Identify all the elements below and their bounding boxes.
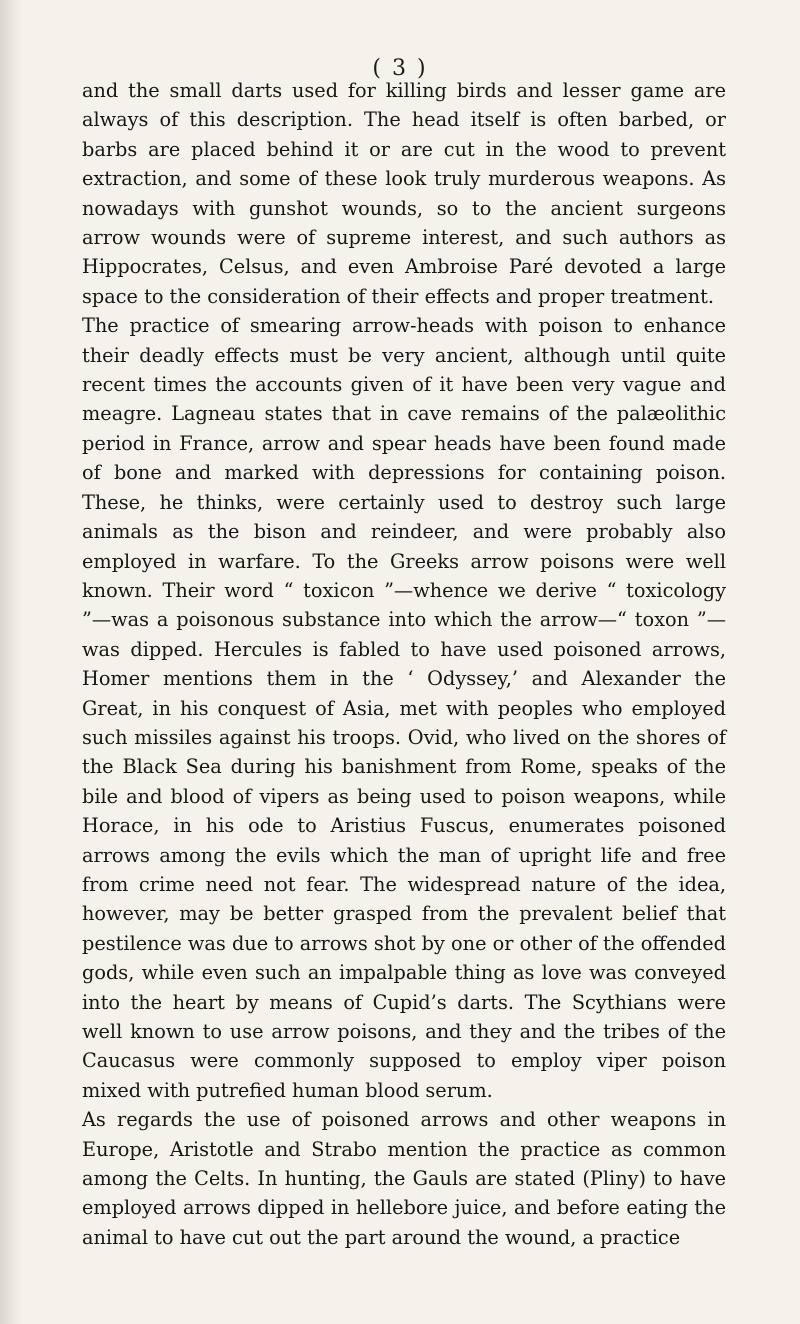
- paragraph-1: and the small darts used for killing birds and lesser game are always of this description. The head itself is often barbed, or barbs are placed behind it or are cut in the wood to prevent extraction, and some of these look truly murderous weapons. As nowadays with gunshot wounds, so to the ancient surgeons arrow wounds were of supreme interest, and such authors as Hippocrates, Celsus, and even Ambroise Paré devoted a large space to the consideration of their effects and proper treatment.: [82, 79, 726, 308]
- body-text: [82, 76, 726, 1252]
- binding-gutter-shadow: [0, 0, 22, 1324]
- paragraph-3: As regards the use of poisoned arrows and other weapons in Europe, Aristotle and Strabo mention the practice as common among the Celts. In hunting, the Gauls are stated (Pliny) to have employed arrows dipped in hellebore juice, and before eating the animal to have cut out the part around the wound, a practice: [82, 1108, 726, 1249]
- paragraph-2: The practice of smearing arrow-heads with poison to enhance their deadly effects must be very ancient, although until quite recent times the accounts given of it have been very vague and meagre. Lagneau states that in cave remains of the palæolithic period in France, arrow and spear heads have been found made of bone and marked with depressions for containing poison. These, he thinks, were certainly used to destroy such large animals as the bison and reindeer, and were probably also employed in warfare. To the Greeks arrow poisons were well known. Their word “ toxicon ”—whence we derive “ toxicology ”—was a poisonous substance into which the arrow—“ toxon ”—was dipped. Hercules is fabled to have used poisoned arrows, Homer mentions them in the ‘ Odyssey,’ and Alexander the Great, in his conquest of Asia, met with peoples who employed such missiles against his troops. Ovid, who lived on the shores of the Black Sea during his banishment from Rome, speaks of the bile and blood of vipers as being used to poison weapons, while Horace, in his ode to Aristius Fuscus, enumerates poisoned arrows among the evils which the man of upright life and free from crime need not fear. The widespread nature of the idea, however, may be better grasped from the prevalent belief that pestilence was due to arrows shot by one or other of the offended gods, while even such an impalpable thing as love was conveyed into the heart by means of Cupid’s darts. The Scythians were well known to use arrow poisons, and they and the tribes of the Caucasus were commonly supposed to employ viper poison mixed with putrefied human blood serum.: [82, 314, 726, 1102]
- page-number: ( 3 ): [372, 56, 428, 81]
